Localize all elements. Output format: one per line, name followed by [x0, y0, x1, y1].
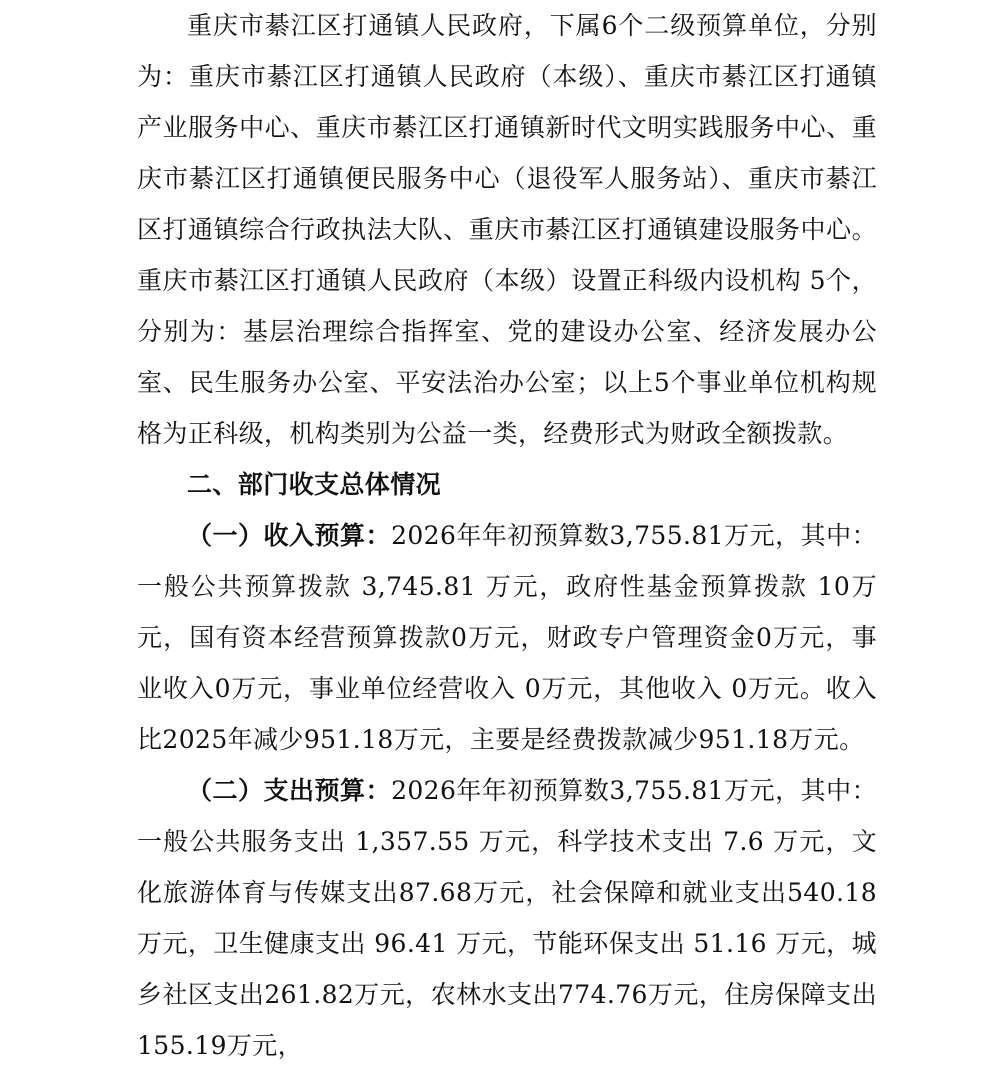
income-text: 2026年年初预算数3,755.81万元，其中：一般公共预算拨款 3,745.81 万元，政府性基金预算拨款 10万元，国有资本经营预算拨款0万元，财政专户管理资金0万元，事业收入0万元，事业单位经营收入 0万元，其他收入 0万元。收入比2025年减少951.18万元，主要是经费拨款减少951.18万元。	[137, 521, 877, 754]
intro-paragraph: 重庆市綦江区打通镇人民政府，下属6个二级预算单位，分别为：重庆市綦江区打通镇人民政府（本级）、重庆市綦江区打通镇产业服务中心、重庆市綦江区打通镇新时代文明实践服务中心、重庆市綦江区打通镇便民服务中心（退役军人服务站）、重庆市綦江区打通镇综合行政执法大队、重庆市綦江区打通镇建设服务中心。重庆市綦江区打通镇人民政府（本级）设置正科级内设机构 5个，分别为：基层治理综合指挥室、党的建设办公室、经济发展办公室、民生服务办公室、平安法治办公室；以上5个事业单位机构规格为正科级，机构类别为公益一类，经费形式为财政全额拨款。	[137, 11, 877, 448]
income-label: （一）收入预算：	[187, 521, 392, 550]
section-heading: 二、部门收支总体情况	[187, 470, 442, 499]
document-page	[137, 0, 877, 1071]
income-paragraph	[137, 510, 877, 765]
expenditure-label: （二）支出预算：	[187, 776, 392, 805]
expenditure-paragraph	[137, 765, 877, 1071]
expenditure-text: 2026年年初预算数3,755.81万元，其中：一般公共服务支出 1,357.55 万元，科学技术支出 7.6 万元，文化旅游体育与传媒支出87.68万元，社会保障和就业支出540.18万元，卫生健康支出 96.41 万元，节能环保支出 51.16 万元，城乡社区支出261.82万元，农林水支出774.76万元，住房保障支出155.19万元，	[137, 776, 877, 1060]
